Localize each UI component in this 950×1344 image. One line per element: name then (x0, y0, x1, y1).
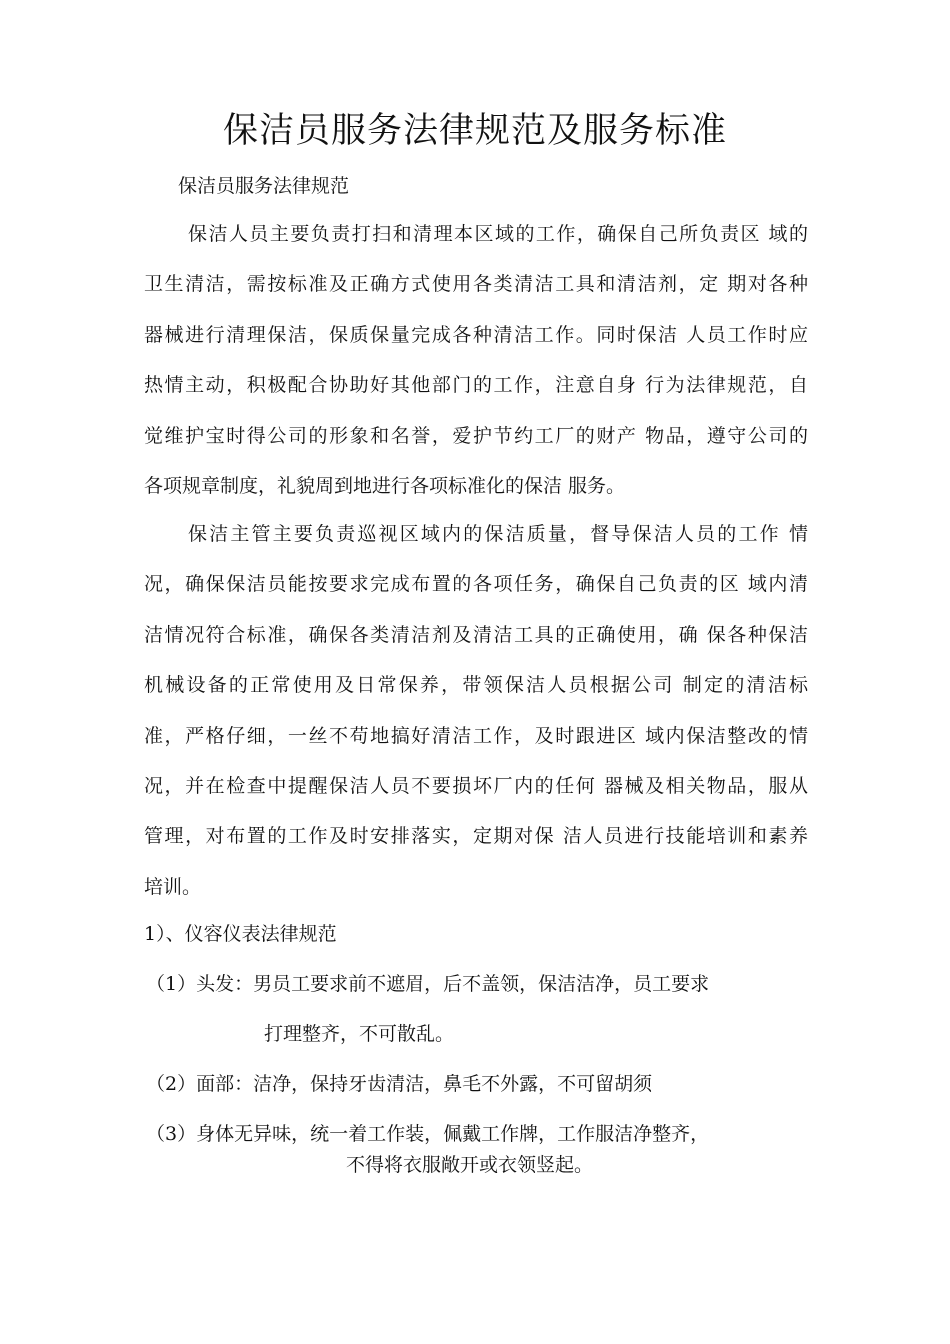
list-item-hair: （1）头发：男员工要求前不遮眉，后不盖领，保洁洁净，员工要求 (146, 973, 710, 995)
paragraph-line: 洁情况符合标准，确保各类清洁剂及清洁工具的正确使用，确 保各种保洁 (144, 623, 808, 646)
paragraph-line: 况，并在检查中提醒保洁人员不要损坏厂内的任何 器械及相关物品，服从 (144, 774, 808, 797)
paragraph-line: 培训。 (144, 875, 202, 898)
document-title: 保洁员服务法律规范及服务标准 (222, 111, 727, 151)
paragraph-line: 保洁人员主要负责打扫和清理本区域的工作，确保自己所负责区 域的 (188, 223, 808, 245)
paragraph-line: 卫生清洁，需按标准及正确方式使用各类清洁工具和清洁剂，定 期对各种 (144, 273, 808, 296)
paragraph-line: 各项规章制度，礼貌周到地进行各项标准化的保洁 服务。 (144, 474, 626, 497)
list-item-body: （3）身体无异味，统一着工作装，佩戴工作牌，工作服洁净整齐， (146, 1123, 710, 1145)
paragraph-line: 况，确保保洁员能按要求完成布置的各项任务，确保自己负责的区 域内清 (144, 573, 808, 596)
paragraph-supervisor-duties (144, 521, 808, 924)
paragraph-line: 觉维护宝时得公司的形象和名誉，爱护节约工厂的财产 物品，遵守公司的 (144, 424, 808, 447)
paragraph-line: 器械进行清理保洁，保质保量完成各种清洁工作。同时保洁 人员工作时应 (144, 323, 808, 346)
document-subtitle: 保洁员服务法律规范 (178, 175, 350, 197)
paragraph-line: 管理，对布置的工作及时安排落实，定期对保 洁人员进行技能培训和素养 (144, 825, 808, 848)
paragraph-line: 机械设备的正常使用及日常保养，带领保洁人员根据公司 制定的清洁标 (144, 674, 808, 697)
paragraph-line: 保洁主管主要负责巡视区域内的保洁质量，督导保洁人员的工作 情 (188, 523, 808, 545)
section-heading-appearance: 1）、仪容仪表法律规范 (144, 923, 337, 945)
list-item-body-continued: 不得将衣服敞开或衣领竖起。 (346, 1154, 594, 1176)
list-item-face: （2）面部：洁净，保持牙齿清洁，鼻毛不外露，不可留胡须 (146, 1073, 653, 1095)
list-item-hair-continued: 打理整齐，不可散乱。 (264, 1023, 455, 1045)
paragraph-line: 热情主动，积极配合协助好其他部门的工作，注意自身 行为法律规范，自 (144, 374, 808, 397)
paragraph-cleaner-duties (144, 221, 808, 523)
paragraph-line: 准，严格仔细，一丝不苟地搞好清洁工作，及时跟进区 域内保洁整改的情 (144, 724, 808, 747)
